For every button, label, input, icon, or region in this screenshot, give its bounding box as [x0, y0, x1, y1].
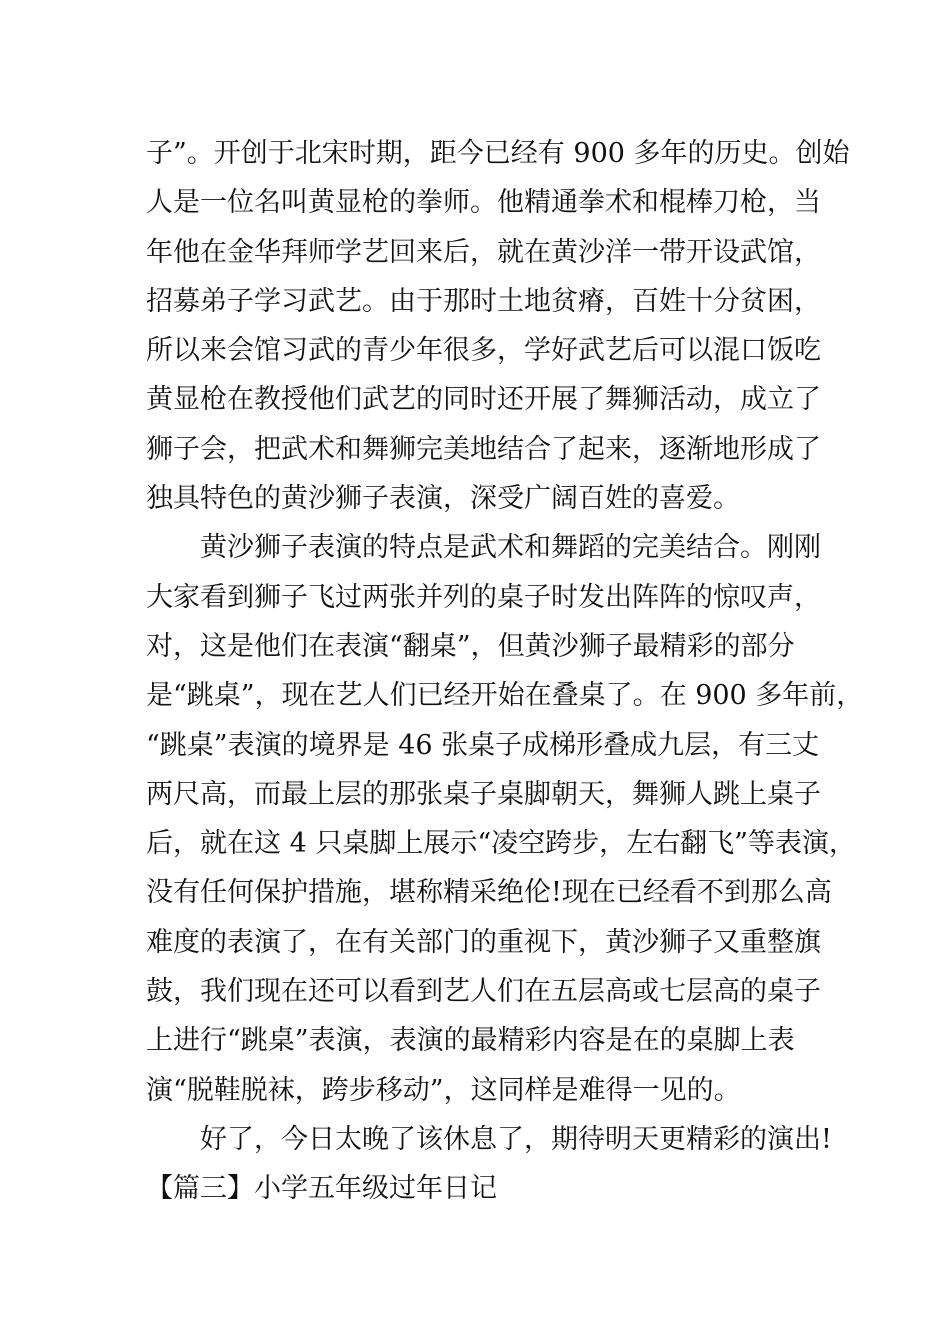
section-heading: 【篇三】小学五年级过年日记	[146, 1173, 497, 1205]
document-body	[146, 129, 864, 1214]
paragraph-3-line-1: 好了，今日太晚了该休息了，期待明天更精彩的演出!	[200, 1123, 832, 1155]
paragraph-1-line-2: 人是一位名叫黄显枪的拳师。他精通拳术和棍棒刀枪，当	[146, 187, 821, 219]
paragraph-1-line-8: 独具特色的黄沙狮子表演，深受广阔百姓的喜爱。	[146, 483, 740, 515]
paragraph-2-line-8: 没有任何保护措施，堪称精采绝伦!现在已经看不到那么高	[146, 877, 832, 909]
paragraph-2-line-3: 对，这是他们在表演“翻桌”，但黄沙狮子最精彩的部分	[146, 630, 795, 662]
paragraph-1-line-6: 黄显枪在教授他们武艺的同时还开展了舞狮活动，成立了	[146, 384, 821, 416]
paragraph-1-line-3: 年他在金华拜师学艺回来后，就在黄沙洋一带开设武馆，	[146, 236, 821, 268]
paragraph-2-line-7: 后，就在这 4 只桌脚上展示“凌空跨步，左右翻飞”等表演，	[146, 828, 856, 860]
paragraph-1-line-7: 狮子会，把武术和舞狮完美地结合了起来，逐渐地形成了	[146, 433, 821, 465]
paragraph-2-line-1: 黄沙狮子表演的特点是武术和舞蹈的完美结合。刚刚	[200, 532, 821, 564]
paragraph-1-line-5: 所以来会馆习武的青少年很多，学好武艺后可以混口饭吃	[146, 335, 821, 367]
paragraph-2-line-6: 两尺高，而最上层的那张桌子桌脚朝天，舞狮人跳上桌子	[146, 778, 821, 810]
paragraph-2-line-2: 大家看到狮子飞过两张并列的桌子时发出阵阵的惊叹声，	[146, 581, 821, 613]
paragraph-2-line-9: 难度的表演了，在有关部门的重视下，黄沙狮子又重整旗	[146, 926, 821, 958]
paragraph-2-line-11: 上进行“跳桌”表演，表演的最精彩内容是在的桌脚上表	[146, 1025, 795, 1057]
paragraph-2-line-4: 是“跳桌”，现在艺人们已经开始在叠桌了。在 900 多年前，	[146, 680, 864, 712]
paragraph-2-line-12: 演“脱鞋脱袜，跨步移动”，这同样是难得一见的。	[146, 1074, 741, 1106]
paragraph-2-line-5: “跳桌”表演的境界是 46 张桌子成梯形叠成九层，有三丈	[146, 729, 820, 761]
paragraph-1-line-4: 招募弟子学习武艺。由于那时土地贫瘠，百姓十分贫困，	[146, 285, 821, 317]
paragraph-1-line-1: 子”。开创于北宋时期，距今已经有 900 多年的历史。创始	[146, 138, 850, 169]
paragraph-2-line-10: 鼓，我们现在还可以看到艺人们在五层高或七层高的桌子	[146, 976, 821, 1008]
